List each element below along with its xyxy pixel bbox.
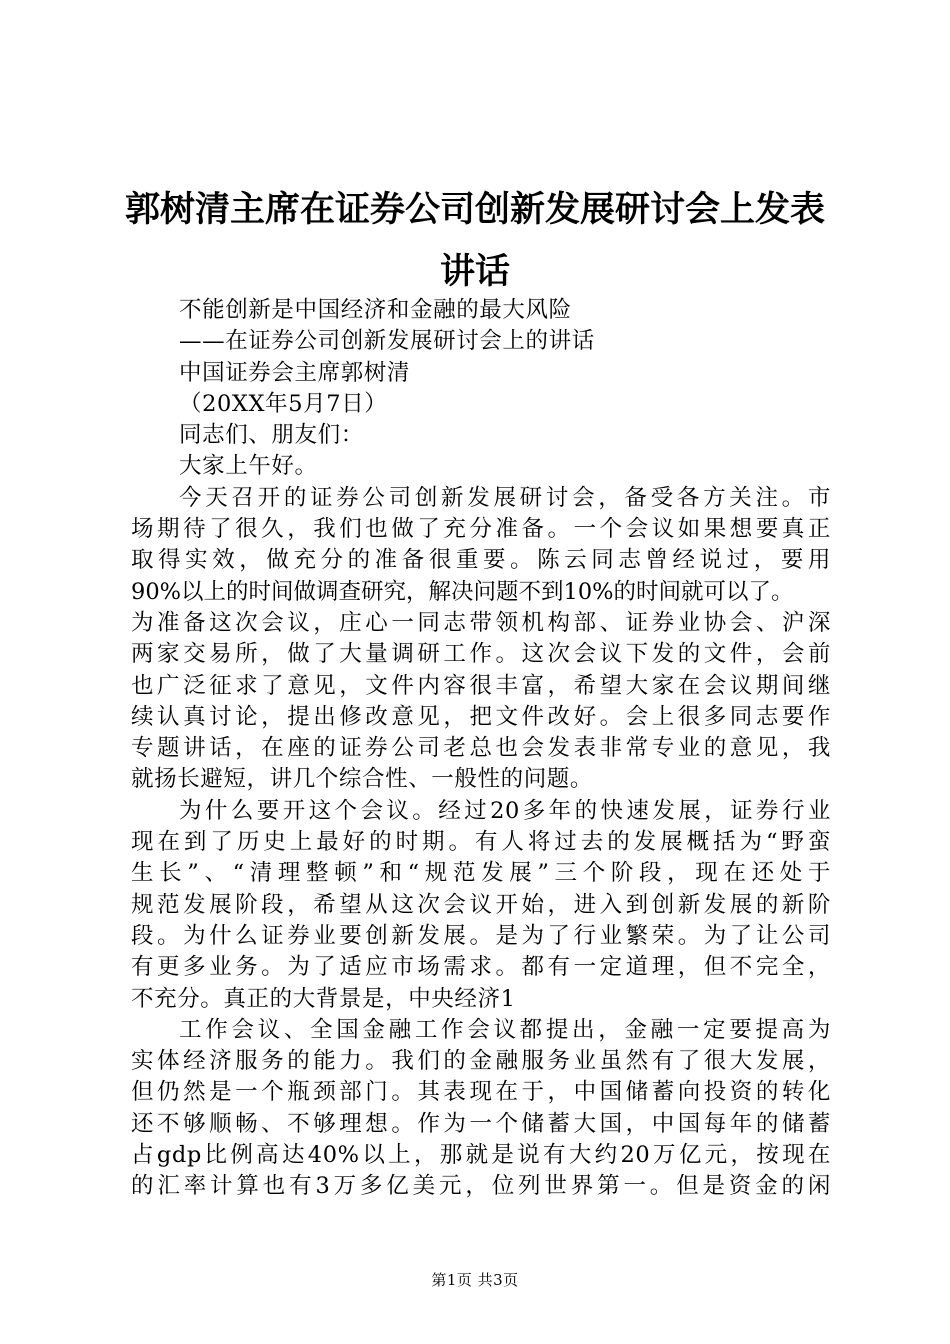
paragraph-line: 规范发展阶段，希望从这次会议开始，进入到创新发展的新阶	[131, 891, 831, 918]
greeting-line: 大家上午好。	[179, 453, 318, 480]
paragraph-line: 续认真讨论，提出修改意见，把文件改好。会上很多同志要作	[131, 703, 831, 730]
paragraph-line: 有更多业务。为了适应市场需求。都有一定道理，但不完全，	[131, 954, 831, 981]
paragraph-line: 不充分。真正的大背景是，中央经济1	[131, 985, 516, 1012]
paragraph-line: 现在到了历史上最好的时期。有人将过去的发展概括为“野蛮	[131, 829, 831, 856]
paragraph-line: 的汇率计算也有3万多亿美元，位列世界第一。但是资金的闲	[131, 1173, 831, 1200]
paragraph-line: 还不够顺畅、不够理想。作为一个储蓄大国，中国每年的储蓄	[131, 1110, 831, 1137]
paragraph-line: 专题讲话，在座的证券公司老总也会发表非常专业的意见，我	[131, 735, 831, 762]
subtitle-line: 不能创新是中国经济和金融的最大风险	[179, 297, 572, 323]
paragraph-line: 取得实效，做充分的准备很重要。陈云同志曾经说过，要用	[131, 547, 831, 574]
paragraph-line: 生长”、“清理整顿”和“规范发展”三个阶段，现在还处于	[131, 860, 831, 887]
paragraph-line: 工作会议、全国金融工作会议都提出，金融一定要提高为	[179, 1016, 831, 1043]
paragraph-line: 占gdp比例高达40%以上，那就是说有大约20万亿元，按现在	[131, 1142, 831, 1169]
date-line: （20XX年5月7日）	[179, 390, 388, 417]
document-title-line-2: 讲话	[439, 252, 510, 292]
document-title-line-1: 郭树清主席在证券公司创新发展研讨会上发表	[124, 190, 825, 230]
paragraph-line: 也广泛征求了意见，文件内容很丰富，希望大家在会议期间继	[131, 672, 831, 699]
paragraph-line: 实体经济服务的能力。我们的金融服务业虽然有了很大发展，	[131, 1048, 831, 1075]
paragraph-line: 两家交易所，做了大量调研工作。这次会议下发的文件，会前	[131, 641, 831, 668]
paragraph-line: 今天召开的证券公司创新发展研讨会，备受各方关注。市	[179, 484, 831, 511]
speaker-line: 中国证券会主席郭树清	[179, 359, 411, 386]
document-body	[131, 295, 831, 1203]
paragraph-line: 90%以上的时间做调查研究，解决问题不到10%的时间就可以了。	[131, 578, 794, 605]
paragraph-line: 场期待了很久，我们也做了充分准备。一个会议如果想要真正	[131, 516, 831, 543]
paragraph-line: 为准备这次会议，庄心一同志带领机构部、证券业协会、沪深	[131, 609, 831, 636]
paragraph-line: 就扬长避短，讲几个综合性、一般性的问题。	[131, 766, 594, 793]
page-footer: 第1页 共3页	[431, 1271, 519, 1289]
paragraph-line: 为什么要开这个会议。经过20多年的快速发展，证券行业	[179, 797, 831, 824]
subtitle-line: ——在证券公司创新发展研讨会上的讲话	[179, 328, 595, 355]
paragraph-line: 段。为什么证券业要创新发展。是为了行业繁荣。为了让公司	[131, 922, 831, 949]
greeting-line: 同志们、朋友们：	[179, 422, 364, 449]
paragraph-line: 但仍然是一个瓶颈部门。其表现在于，中国储蓄向投资的转化	[131, 1079, 831, 1106]
